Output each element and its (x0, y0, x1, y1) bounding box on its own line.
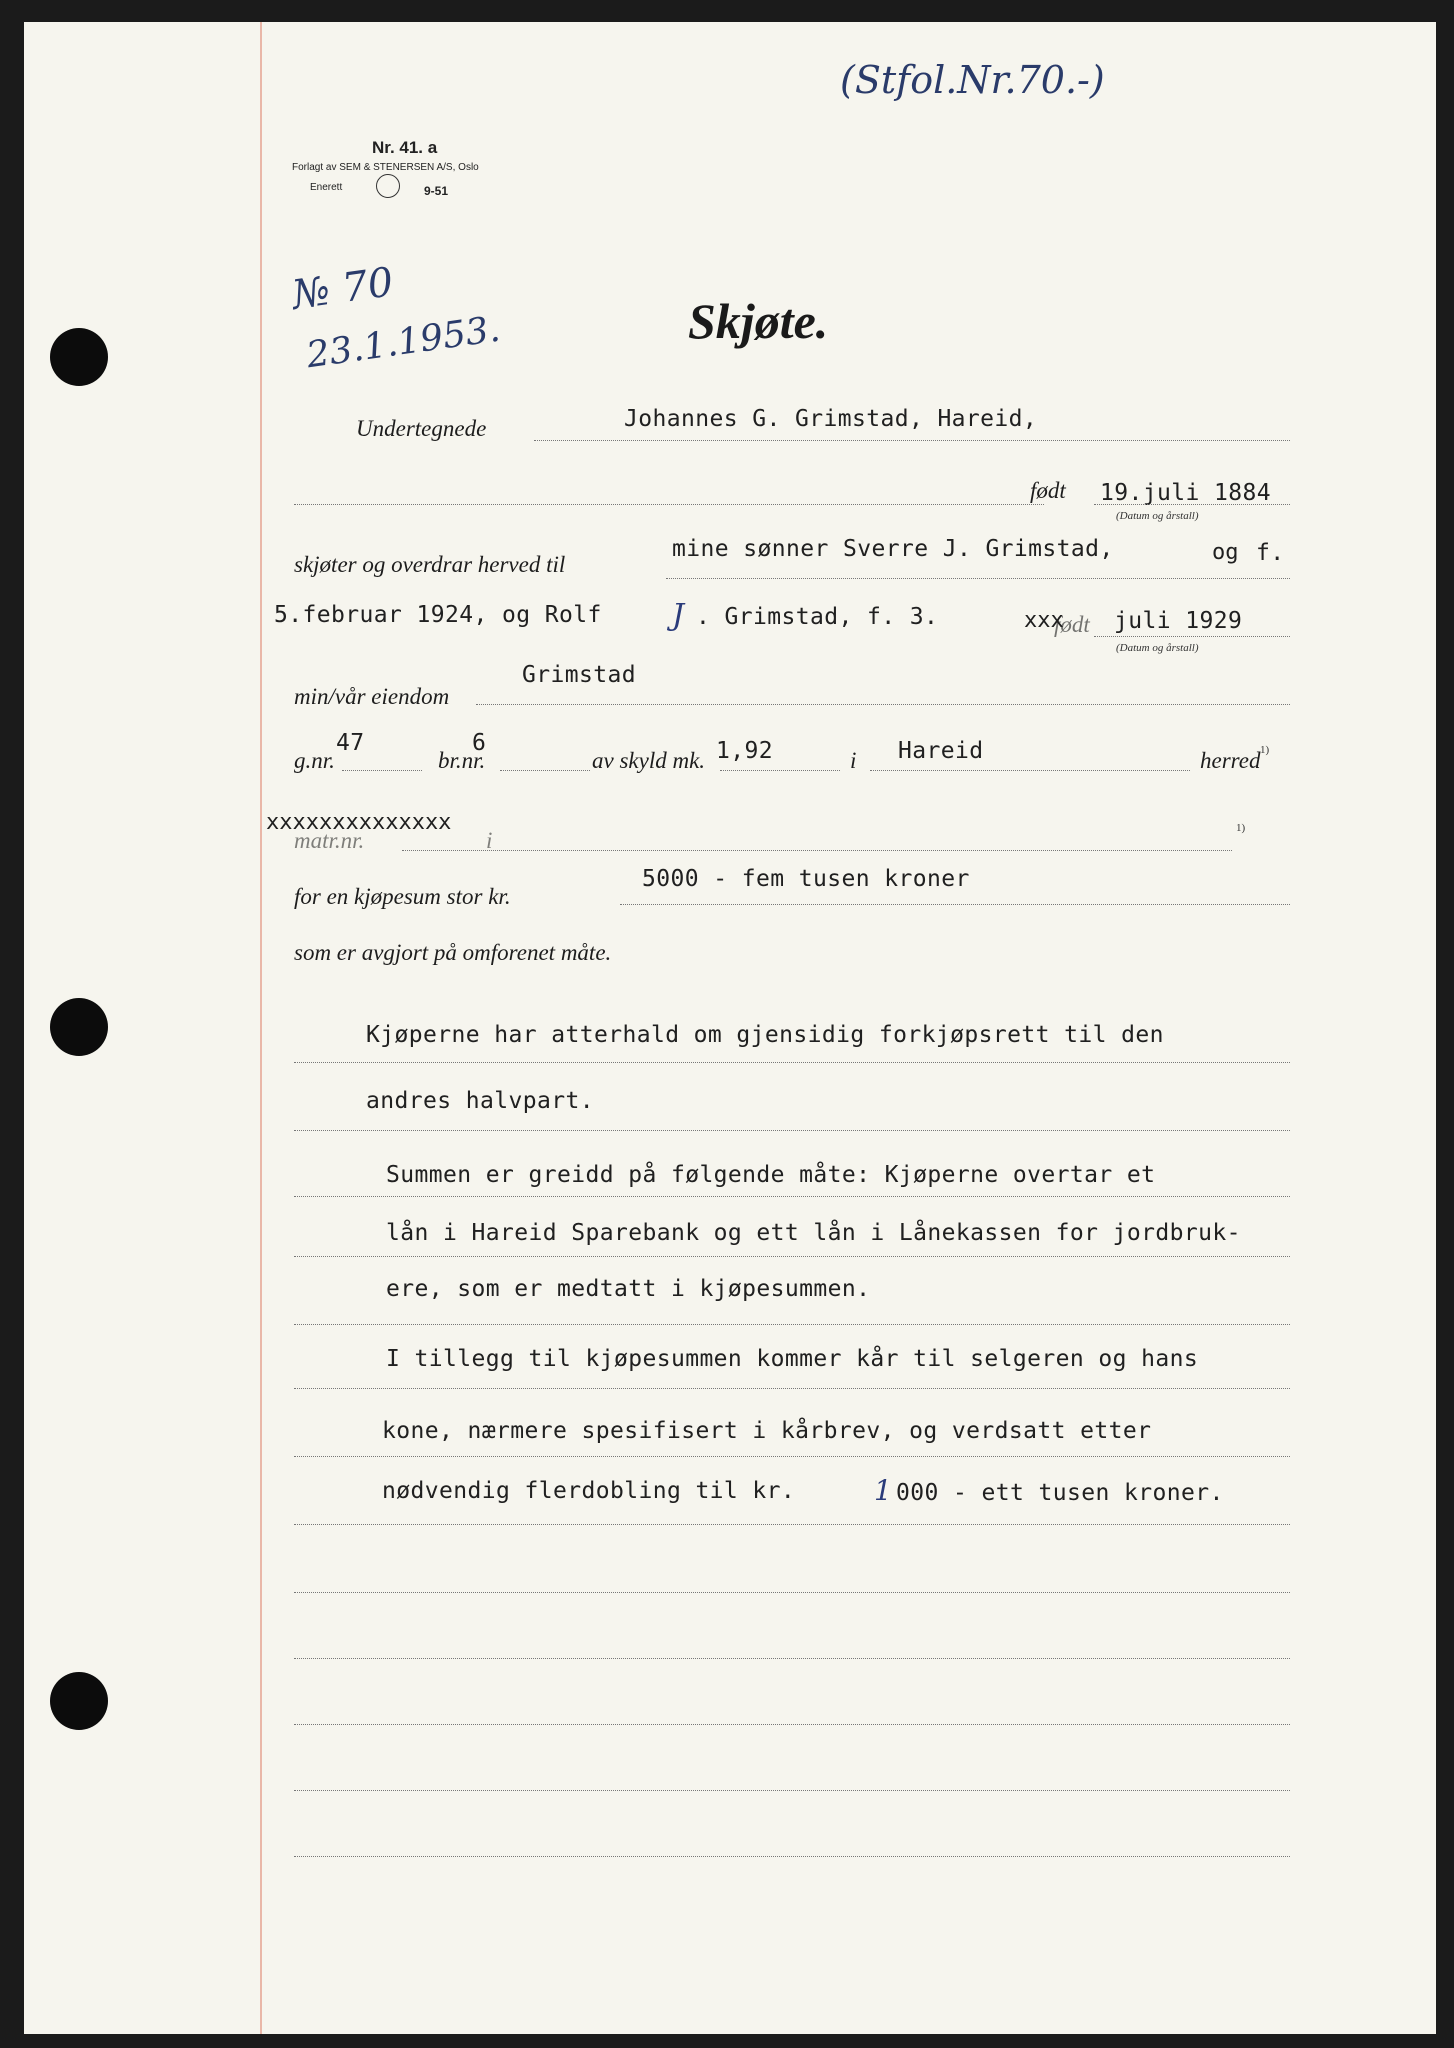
kjopesum-value: 5000 - fem tusen kroner (642, 866, 970, 892)
fodt-label: født (1030, 478, 1066, 503)
buyers-line-2b: . Grimstad, f. 3. (696, 604, 939, 630)
body-line: kone, nærmere spesifisert i kårbrev, og verdsatt etter (382, 1418, 1152, 1444)
eiendom-label: min/vår eiendom (294, 684, 450, 709)
buyer-birthdate: juli 1929 (1114, 608, 1243, 634)
fodt-label-2: født (1054, 612, 1090, 637)
gnr-label: g.nr. (294, 748, 335, 773)
footnote-mark: 1) (1260, 744, 1270, 756)
struck-text: og (1212, 540, 1239, 565)
punch-hole-top (50, 328, 108, 386)
dotted-line (476, 704, 1290, 705)
buyers-line-2a: 5.februar 1924, og Rolf (274, 602, 602, 628)
punch-hole-bottom (50, 1672, 108, 1730)
herred-label: herred (1200, 748, 1261, 773)
skyld-label: av skyld mk. (592, 748, 706, 773)
body-line: Summen er greidd på følgende måte: Kjøperne overtar et (386, 1162, 1156, 1188)
dotted-line (402, 850, 1232, 851)
matr-i-label: i (486, 828, 493, 853)
publisher-seal-icon (376, 174, 400, 198)
brnr-value: 6 (472, 730, 487, 756)
dotted-line (294, 1724, 1290, 1725)
enerett: Enerett (310, 182, 343, 193)
body-line: andres halvpart. (366, 1088, 594, 1114)
seller-birthdate: 19.juli 1884 (1100, 480, 1271, 506)
dotted-line (294, 1388, 1290, 1389)
body-line: 000 - ett tusen kroner. (896, 1480, 1224, 1506)
dotted-line (500, 770, 590, 771)
dotted-line (342, 770, 422, 771)
datum-hint: (Datum og årstall) (1116, 510, 1199, 522)
dotted-line (534, 440, 1290, 441)
property-name: Grimstad (522, 662, 636, 688)
kjopesum-label: for en kjøpesum stor kr. (294, 884, 511, 909)
ink-correction: J (672, 598, 685, 633)
dotted-line (294, 1324, 1290, 1325)
buyers-line-1-tail: f. (1256, 540, 1285, 566)
stamp-note: (Stfol.Nr.70.-) (840, 58, 1105, 102)
publisher: Forlagt av SEM & STENERSEN A/S, Oslo (292, 162, 479, 173)
dotted-line (870, 770, 1190, 771)
buyers-line-1: mine sønner Sverre J. Grimstad, (672, 536, 1114, 562)
dotted-line (294, 1856, 1290, 1857)
margin-line (260, 22, 262, 2034)
datum-hint-2: (Datum og årstall) (1116, 642, 1199, 654)
registration-date: 23.1.1953. (304, 308, 503, 377)
struck-text: xxx (1024, 608, 1064, 633)
dotted-line (620, 904, 1290, 905)
document-title: Skjøte. (688, 293, 829, 349)
dotted-line (294, 1592, 1290, 1593)
body-line: I tillegg til kjøpesummen kommer kår til selgeren og hans (386, 1346, 1199, 1372)
dotted-line (294, 504, 1044, 505)
body-line: lån i Hareid Sparebank og ett lån i Lånekassen for jordbruk- (386, 1220, 1241, 1246)
struck-text: xxxxxxxxxxxxxx (266, 810, 452, 835)
dotted-line (294, 1658, 1290, 1659)
matr-label: matr.nr. (294, 828, 365, 853)
brnr-label: br.nr. (438, 748, 486, 773)
dotted-line (294, 1062, 1290, 1063)
ink-correction: 1 (874, 1474, 892, 1507)
dotted-line (294, 1256, 1290, 1257)
dotted-line (294, 1456, 1290, 1457)
undertegnede-label: Undertegnede (356, 416, 487, 441)
dotted-line (294, 1790, 1290, 1791)
dotted-line (1094, 636, 1290, 637)
skyld-value: 1,92 (716, 738, 773, 764)
dotted-line (666, 578, 1290, 579)
dotted-line (294, 1130, 1290, 1131)
dotted-line (294, 1524, 1290, 1525)
gnr-value: 47 (336, 730, 365, 756)
dotted-line (294, 1196, 1290, 1197)
skjoter-label: skjøter og overdrar herved til (294, 552, 566, 577)
form-number: Nr. 41. a (372, 138, 438, 157)
body-line: Kjøperne har atterhald om gjensidig forkjøpsrett til den (366, 1022, 1164, 1048)
body-line: nødvendig flerdobling til kr. (382, 1478, 796, 1504)
i-label: i (850, 748, 857, 773)
dotted-line (1094, 504, 1290, 505)
avgjort-label: som er avgjort på omforenet måte. (294, 940, 612, 965)
document-page (24, 22, 1436, 2034)
punch-hole-middle (50, 998, 108, 1056)
dotted-line (720, 770, 840, 771)
seller-name: Johannes G. Grimstad, Hareid, (624, 406, 1038, 432)
body-line: ere, som er medtatt i kjøpesummen. (386, 1276, 871, 1302)
registration-number: № 70 (289, 259, 397, 319)
footnote-mark-2: 1) (1236, 822, 1246, 834)
form-code: 9-51 (424, 184, 449, 198)
herred-value: Hareid (898, 738, 984, 764)
